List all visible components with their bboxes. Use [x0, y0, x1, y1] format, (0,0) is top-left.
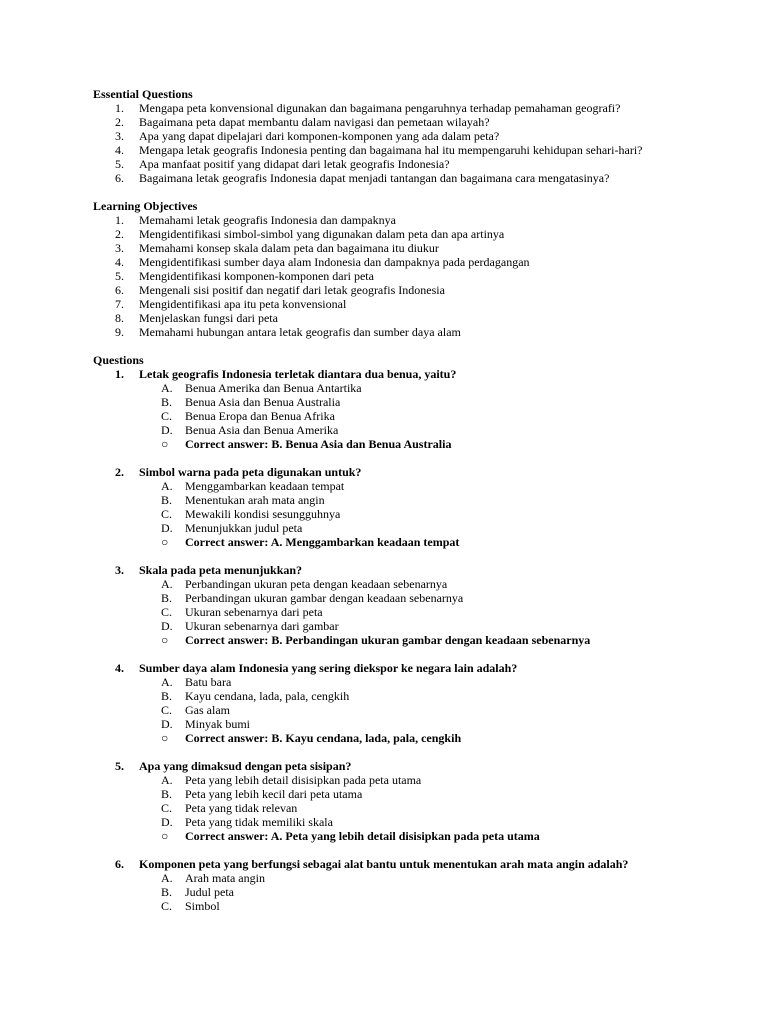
question-prompt: Sumber daya alam Indonesia yang sering diekspor ke negara lain adalah? — [139, 661, 518, 675]
option-text: Peta yang tidak memiliki skala — [185, 815, 333, 829]
answer-option — [93, 395, 693, 409]
answer-option — [93, 773, 693, 787]
learning-objective-item — [93, 269, 693, 283]
questions-heading: Questions — [93, 353, 144, 367]
learning-objective-item — [93, 255, 693, 269]
option-label: D. — [161, 423, 173, 437]
answer-option — [93, 619, 693, 633]
question-block — [93, 465, 693, 549]
bullet-icon: ○ — [161, 437, 169, 451]
question-prompt: Letak geografis Indonesia terletak diantara dua benua, yaitu? — [139, 367, 457, 381]
question-text — [93, 465, 693, 479]
essential-question-item — [93, 157, 693, 171]
bullet-icon: ○ — [161, 829, 169, 843]
question-number: 4. — [115, 661, 124, 675]
answer-option — [93, 577, 693, 591]
item-number: 5. — [115, 157, 124, 171]
option-label: C. — [161, 409, 173, 423]
item-text: Mengidentifikasi komponen-komponen dari peta — [139, 269, 374, 283]
option-text: Peta yang lebih kecil dari peta utama — [185, 787, 363, 801]
item-number: 9. — [115, 325, 124, 339]
option-label: B. — [161, 395, 173, 409]
item-number: 5. — [115, 269, 124, 283]
question-prompt: Simbol warna pada peta digunakan untuk? — [139, 465, 362, 479]
answer-option — [93, 521, 693, 535]
option-label: D. — [161, 521, 173, 535]
option-text: Ukuran sebenarnya dari peta — [185, 605, 323, 619]
learning-objective-item — [93, 227, 693, 241]
answer-option — [93, 899, 693, 913]
answer-option — [93, 479, 693, 493]
question-block — [93, 759, 693, 843]
option-text: Menentukan arah mata angin — [185, 493, 325, 507]
item-text: Memahami letak geografis Indonesia dan dampaknya — [139, 213, 396, 227]
option-label: C. — [161, 703, 173, 717]
essential-question-item — [93, 143, 693, 157]
option-text: Mewakili kondisi sesungguhnya — [185, 507, 341, 521]
option-label: C. — [161, 899, 173, 913]
option-label: D. — [161, 619, 173, 633]
question-prompt: Komponen peta yang berfungsi sebagai alat bantu untuk menentukan arah mata angin adalah? — [139, 857, 629, 871]
item-number: 2. — [115, 227, 124, 241]
question-text — [93, 857, 693, 871]
answer-option — [93, 689, 693, 703]
item-text: Bagaimana peta dapat membantu dalam navigasi dan pemetaan wilayah? — [139, 115, 490, 129]
option-label: B. — [161, 885, 173, 899]
option-text: Kayu cendana, lada, pala, cengkih — [185, 689, 350, 703]
answer-options — [93, 773, 693, 843]
answer-option — [93, 423, 693, 437]
question-block — [93, 661, 693, 745]
item-text: Mengidentifikasi sumber daya alam Indonesia dan dampaknya pada perdagangan — [139, 255, 530, 269]
item-text: Mengapa letak geografis Indonesia penting dan bagaimana hal itu mempengaruhi kehidupan sehari-hari? — [139, 143, 643, 157]
question-number: 6. — [115, 857, 124, 871]
option-text: Peta yang tidak relevan — [185, 801, 298, 815]
question-number: 1. — [115, 367, 124, 381]
answer-options — [93, 577, 693, 647]
question-text — [93, 563, 693, 577]
essential-question-item — [93, 171, 693, 185]
item-text: Mengidentifikasi apa itu peta konvensional — [139, 297, 347, 311]
answer-option — [93, 381, 693, 395]
answer-option — [93, 493, 693, 507]
item-number: 3. — [115, 129, 124, 143]
question-block — [93, 367, 693, 451]
answer-options — [93, 871, 693, 913]
option-label: B. — [161, 689, 173, 703]
learning-objectives-list — [93, 213, 693, 339]
correct-answer-text: Correct answer: B. Kayu cendana, lada, pala, cengkih — [185, 731, 462, 745]
option-text: Benua Eropa dan Benua Afrika — [185, 409, 335, 423]
option-label: A. — [161, 675, 173, 689]
correct-answer-text: Correct answer: A. Menggambarkan keadaan tempat — [185, 535, 460, 549]
answer-option — [93, 815, 693, 829]
learning-objective-item — [93, 241, 693, 255]
option-text: Judul peta — [185, 885, 234, 899]
item-number: 3. — [115, 241, 124, 255]
item-number: 1. — [115, 213, 124, 227]
item-text: Mengenali sisi positif dan negatif dari letak geografis Indonesia — [139, 283, 445, 297]
correct-answer — [93, 633, 693, 647]
option-label: B. — [161, 493, 173, 507]
item-number: 7. — [115, 297, 124, 311]
essential-question-item — [93, 129, 693, 143]
bullet-icon: ○ — [161, 535, 169, 549]
option-text: Batu bara — [185, 675, 232, 689]
option-text: Ukuran sebenarnya dari gambar — [185, 619, 339, 633]
document-content — [93, 87, 693, 913]
answer-option — [93, 409, 693, 423]
option-text: Benua Amerika dan Benua Antartika — [185, 381, 362, 395]
option-label: B. — [161, 591, 173, 605]
answer-option — [93, 591, 693, 605]
correct-answer-text: Correct answer: B. Perbandingan ukuran gambar dengan keadaan sebenarnya — [185, 633, 591, 647]
option-label: C. — [161, 605, 173, 619]
bullet-icon: ○ — [161, 633, 169, 647]
answer-options — [93, 675, 693, 745]
answer-option — [93, 703, 693, 717]
correct-answer — [93, 437, 693, 451]
item-text: Mengidentifikasi simbol-simbol yang digunakan dalam peta dan apa artinya — [139, 227, 505, 241]
option-text: Peta yang lebih detail disisipkan pada peta utama — [185, 773, 422, 787]
option-label: D. — [161, 815, 173, 829]
essential-questions-heading: Essential Questions — [93, 87, 193, 101]
item-number: 1. — [115, 101, 124, 115]
learning-objective-item — [93, 325, 693, 339]
question-number: 2. — [115, 465, 124, 479]
correct-answer — [93, 535, 693, 549]
item-number: 6. — [115, 283, 124, 297]
option-text: Menunjukkan judul peta — [185, 521, 303, 535]
item-text: Mengapa peta konvensional digunakan dan bagaimana pengaruhnya terhadap pemahaman geografi? — [139, 101, 621, 115]
option-label: A. — [161, 871, 173, 885]
option-text: Benua Asia dan Benua Australia — [185, 395, 341, 409]
answer-option — [93, 871, 693, 885]
option-text: Perbandingan ukuran gambar dengan keadaan sebenarnya — [185, 591, 464, 605]
item-text: Apa yang dapat dipelajari dari komponen-komponen yang ada dalam peta? — [139, 129, 500, 143]
correct-answer — [93, 731, 693, 745]
bullet-icon: ○ — [161, 731, 169, 745]
option-text: Perbandingan ukuran peta dengan keadaan sebenarnya — [185, 577, 448, 591]
item-text: Memahami hubungan antara letak geografis dan sumber daya alam — [139, 325, 461, 339]
question-text — [93, 367, 693, 381]
questions-list — [93, 367, 693, 913]
option-label: D. — [161, 717, 173, 731]
answer-option — [93, 801, 693, 815]
essential-questions-list — [93, 101, 693, 185]
option-text: Gas alam — [185, 703, 230, 717]
option-label: A. — [161, 381, 173, 395]
question-text — [93, 759, 693, 773]
essential-question-item — [93, 101, 693, 115]
option-text: Simbol — [185, 899, 220, 913]
question-number: 3. — [115, 563, 124, 577]
essential-question-item — [93, 115, 693, 129]
item-number: 2. — [115, 115, 124, 129]
option-label: C. — [161, 801, 173, 815]
item-number: 6. — [115, 171, 124, 185]
question-block — [93, 563, 693, 647]
question-text — [93, 661, 693, 675]
correct-answer — [93, 829, 693, 843]
option-text: Minyak bumi — [185, 717, 250, 731]
learning-objective-item — [93, 213, 693, 227]
item-number: 4. — [115, 143, 124, 157]
answer-option — [93, 605, 693, 619]
item-number: 8. — [115, 311, 124, 325]
option-label: A. — [161, 479, 173, 493]
learning-objective-item — [93, 311, 693, 325]
answer-option — [93, 675, 693, 689]
option-text: Benua Asia dan Benua Amerika — [185, 423, 339, 437]
option-label: C. — [161, 507, 173, 521]
question-prompt: Skala pada peta menunjukkan? — [139, 563, 303, 577]
answer-option — [93, 787, 693, 801]
option-label: B. — [161, 787, 173, 801]
question-block — [93, 857, 693, 913]
item-text: Bagaimana letak geografis Indonesia dapat menjadi tantangan dan bagaimana cara mengatasinya? — [139, 171, 610, 185]
correct-answer-text: Correct answer: B. Benua Asia dan Benua Australia — [185, 437, 452, 451]
option-label: A. — [161, 773, 173, 787]
answer-option — [93, 717, 693, 731]
answer-options — [93, 479, 693, 549]
answer-option — [93, 507, 693, 521]
question-number: 5. — [115, 759, 124, 773]
question-prompt: Apa yang dimaksud dengan peta sisipan? — [139, 759, 352, 773]
item-text: Apa manfaat positif yang didapat dari letak geografis Indonesia? — [139, 157, 450, 171]
item-text: Menjelaskan fungsi dari peta — [139, 311, 278, 325]
option-label: A. — [161, 577, 173, 591]
learning-objective-item — [93, 297, 693, 311]
correct-answer-text: Correct answer: A. Peta yang lebih detail disisipkan pada peta utama — [185, 829, 540, 843]
answer-options — [93, 381, 693, 451]
item-number: 4. — [115, 255, 124, 269]
option-text: Menggambarkan keadaan tempat — [185, 479, 345, 493]
answer-option — [93, 885, 693, 899]
item-text: Memahami konsep skala dalam peta dan bagaimana itu diukur — [139, 241, 439, 255]
option-text: Arah mata angin — [185, 871, 265, 885]
learning-objective-item — [93, 283, 693, 297]
learning-objectives-heading: Learning Objectives — [93, 199, 198, 213]
